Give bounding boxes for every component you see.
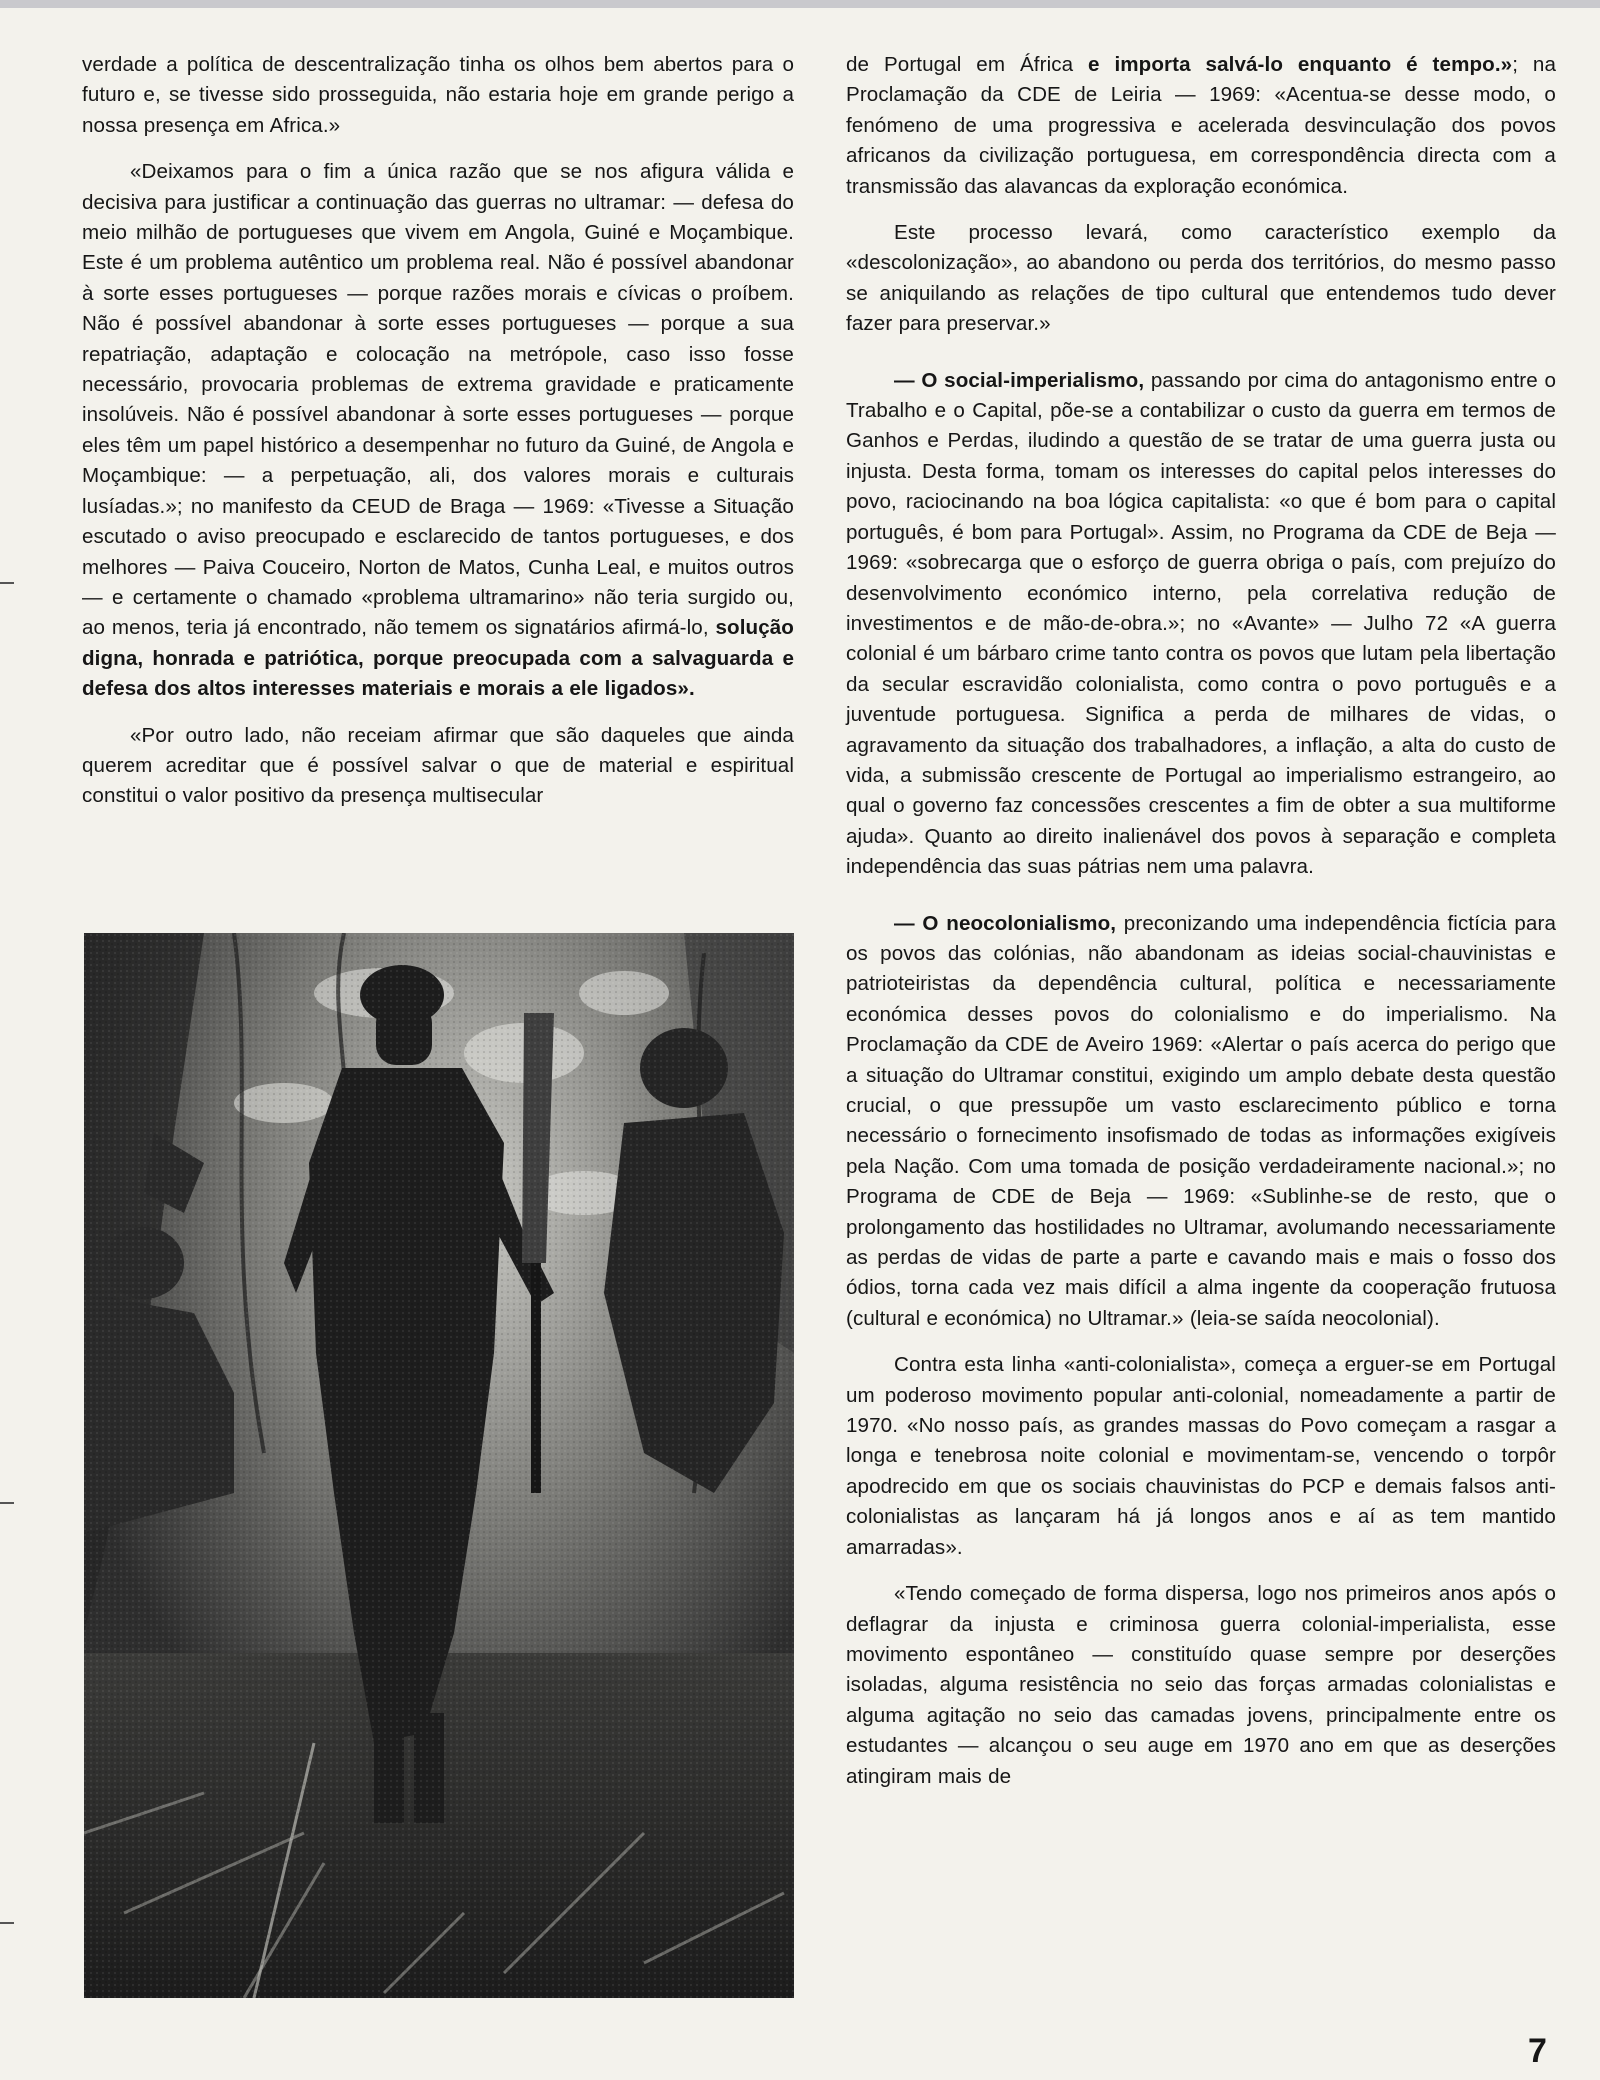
bold-text: solução digna, honrada e patriótica, porque preocupada com a salvaguarda e defesa dos altos interesses materiais e morais a ele ligados». — [82, 616, 794, 701]
page-number: 7 — [1528, 2032, 1547, 2070]
paragraph-text: de Portugal em África — [846, 53, 1089, 76]
paragraph: «Tendo começado de forma dispersa, logo nos primeiros anos após o deflagrar da injusta e criminosa guerra colonial-imperialista, esse movimento espontâneo — constituído quase sempre por deserções isoladas, alguma resistência no seio das forças armadas colonialistas e alguma agitação no seio das camadas jovens, principalmente entre os estudantes — alcançou o seu auge em 1970 ano em que as deserções atingiram mais de — [846, 1582, 1556, 1788]
binding-mark — [0, 582, 14, 584]
paragraph-text: ; na Proclamação da CDE de Leiria — 1969: «Acentua-se desse modo, o fenómeno de uma progressiva e acelerada desvinculação dos povos africanos da civilização portuguesa, em correspondência directa com a transmissão das alavancas da exploração económica. — [846, 53, 1556, 198]
paragraph-text: «Deixamos para o fim a única razão que se nos afigura válida e decisiva para justificar a continuação das guerras no ultramar: — defesa do meio milhão de portugueses que vivem em Angola, Guiné e Moçambique. Este é um problema autêntico um problema real. Não é possível abandonar à sorte esses portugueses — porque razões morais e cívicas o proíbem. Não é possível abandonar à sorte esses portugueses — porque a sua repatriação, adaptação e colocação na metrópole, caso isso fosse necessário, provocaria problemas de extrema gravidade e praticamente insolúveis. Não é possível abandonar à sorte esses portugueses — porque eles têm um papel histórico a desempenhar no futuro da Guiné, de Angola e Moçambique: — a perpetuação, ali, dos valores morais e culturais lusíadas.»; no manifesto da CEUD de Braga — 1969: «Tivesse a Situação escutado o aviso preocupado e esclarecido de tantos portugueses, e dos melhores — Paiva Couceiro, Norton de Matos, Cunha Leal, e muitos outros — e certamente o chamado «problema ultramarino» não teria surgido ou, ao menos, teria já encontrado, não temem os signatários afirmá-lo, — [82, 160, 794, 640]
binding-mark — [0, 1502, 14, 1504]
paragraph — [82, 157, 794, 704]
paragraph: Este processo levará, como característico exemplo da «descolonização», ao abandono ou perda dos territórios, do mesmo passo se aniquilando as relações de tipo cultural que entendemos tudo dever fazer para preservar.» — [846, 221, 1556, 336]
top-edge — [0, 0, 1600, 8]
binding-mark — [0, 1922, 14, 1924]
paragraph — [846, 50, 1556, 202]
left-column — [82, 50, 794, 812]
paragraph: Contra esta linha «anti-colonialista», começa a erguer-se em Portugal um poderoso movimento popular anti-colonial, nomeadamente a partir de 1970. «No nosso país, as grandes massas do Povo começam a rasgar a longa e tenebrosa noite colonial e movimentam-se, vencendo o torpôr apodrecido em que os sociais chauvinistas do PCP e demais falsos anti-colonialistas as lançaram há já longos anos e aí as tem mantido amarradas». — [846, 1353, 1556, 1559]
photo-illustration — [84, 933, 794, 1998]
paragraph-text: preconizando uma independência fictícia para os povos das colónias, não abandonam as ideias social-chauvinistas e patrioteiristas da dependência cultural, política e necessariamente económica desses povos do colonialismo e do imperialismo. Na Proclamação da CDE de Aveiro 1969: «Alertar o país acerca do perigo que a situação do Ultramar constitui, exigindo um amplo debate desta questão crucial, o que pressupõe um vasto esclarecimento público e torna necessário o fornecimento insofismado de todas as informações exigíveis pela Nação. Com uma tomada de posição verdadeiramente nacional.»; no Programa de CDE de Beja — 1969: «Sublinhe-se de resto, que o prolongamento das hostilidades no Ultramar, avolumando necessariamente as perdas de vidas de parte a parte e cavando mais e mais o fosso dos ódios, torna cada vez mais difícil a alma ingente da cooperação frutuosa (cultural e económica) no Ultramar.» (leia-se saída neocolonial). — [846, 911, 1556, 1330]
bold-text: e importa salvá-lo enquanto é tempo.» — [1088, 53, 1513, 76]
right-column — [846, 50, 1556, 1792]
paragraph: «Por outro lado, não receiam afirmar que são daqueles que ainda querem acreditar que é possível salvar o que de material e espiritual constitui o valor positivo da presença multisecular — [82, 723, 794, 808]
paragraph — [846, 909, 1556, 1335]
paragraph-text: passando por cima do antagonismo entre o Trabalho e o Capital, põe-se a contabilizar o custo da guerra em termos de Ganhos e Perdas, iludindo a questão de se tratar de uma guerra justa ou injusta. Desta forma, tomam os interesses do capital pelos interesses do povo, raciocinando na boa lógica capitalista: «o que é bom para o capital português, é bom para Portugal». Assim, no Programa da CDE de Beja — 1969: «sobrecarga que o esforço de guerra obriga o país, com prejuízo do desenvolvimento económico interno, pela correlativa redução de investimentos e de mão-de-obra.»; no «Avante» — Julho 72 «A guerra colonial é um bárbaro crime tanto contra os povos que lutam pela libertação da secular escravidão colonialista, como contra o povo português e a juventude portuguesa. Significa a perda de milhares de vidas, o agravamento da situação dos trabalhadores, a inflação, a alta do custo de vida, a submissão crescente de Portugal ao imperialismo estrangeiro, ao qual o governo faz concessões crescentes a fim de obter a sua multiforme ajuda». Quanto ao direito inalienável dos povos à separação e completa independência das suas pátrias nem uma palavra. — [846, 368, 1556, 879]
photograph-soldiers-jungle — [84, 933, 794, 1998]
section-lead: — O social-imperialismo, — [894, 368, 1145, 392]
paragraph: verdade a política de descentralização tinha os olhos bem abertos para o futuro e, se tivesse sido prosseguida, não estaria hoje em grande perigo a nossa presença em Africa.» — [82, 53, 794, 137]
section-lead: — O neocolonialismo, — [894, 911, 1117, 935]
paragraph — [846, 366, 1556, 883]
